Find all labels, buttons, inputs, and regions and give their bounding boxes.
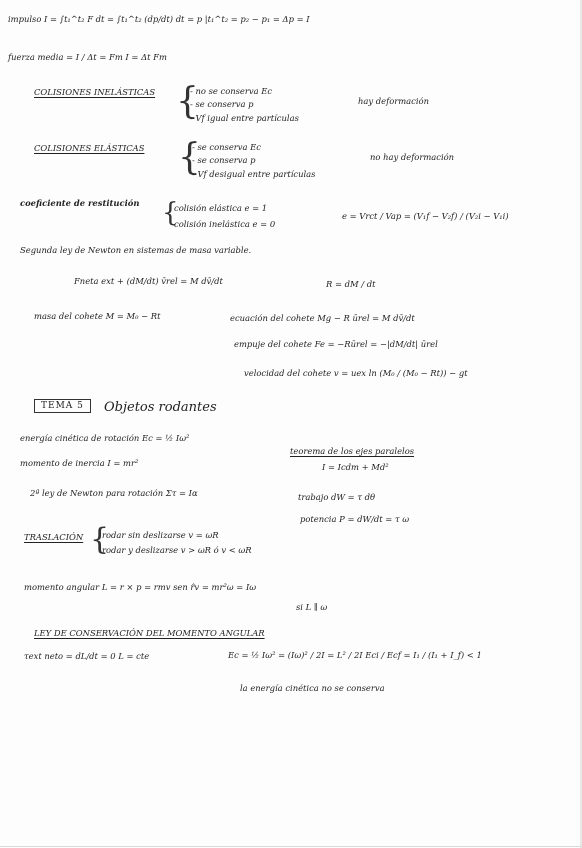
momento-inercia-line: momento de inercia I = mr² xyxy=(20,458,139,468)
brace-coef: { xyxy=(162,198,179,228)
coef-restitucion-heading: coeficiente de restitución xyxy=(20,198,140,208)
segunda-ley-rotacion: 2ª ley de Newton para rotación Στ = Iα xyxy=(30,488,198,498)
tema-label-wrap xyxy=(34,400,91,412)
teorema-ejes-heading: teorema de los ejes paralelos xyxy=(290,446,415,456)
elastica-item-2: - se conserva p xyxy=(192,155,256,165)
impulso-line: impulso I = ∫t₁^t₂ F dt = ∫t₁^t₂ (dp/dt) dt = p |t₁^t₂ = p₂ − p₁ = Δp = I xyxy=(8,14,310,24)
traslacion-item-2: rodar y deslizarse v > ωR ó v < ωR xyxy=(102,545,252,555)
brace-traslacion: { xyxy=(90,522,110,557)
momento-angular-line: momento angular L = r × p = rmv sen r̂v = mr²ω = Iω xyxy=(24,582,257,592)
ecuacion-cohete-line: ecuación del cohete Mg − R ūrel = M dv̄/dt xyxy=(230,313,415,323)
page-bottom-edge xyxy=(0,846,582,847)
fneta-ext-formula: Fneta ext + (dM/dt) v̄rel = M dv̄/dt xyxy=(74,276,223,286)
tema-title: Objetos rodantes xyxy=(104,400,217,415)
tema-label: TEMA 5 xyxy=(34,399,91,413)
brace-inelasticas: { xyxy=(176,81,199,122)
nota-final: la energía cinética no se conserva xyxy=(240,683,385,693)
trabajo-line: trabajo dW = τ dθ xyxy=(298,492,376,502)
colisiones-inelasticas-heading: COLISIONES INELÁSTICAS xyxy=(34,87,156,97)
elastica-item-1: - se conserva Ec xyxy=(192,142,261,152)
r-definition: R = dM / dt xyxy=(326,279,376,289)
coef-formula: e = Vrct / Vap = (V₁f − V₂f) / (V₂i − V₁i) xyxy=(342,211,509,221)
coef-item-2: colisión inelástica e = 0 xyxy=(174,219,276,229)
inelastica-note: hay deformación xyxy=(358,96,429,106)
elastica-note: no hay deformación xyxy=(370,152,455,162)
masa-cohete-line: masa del cohete M = M₀ − Rt xyxy=(34,311,161,321)
teorema-ejes-formula: I = Icdm + Md² xyxy=(322,462,389,472)
inelastica-item-1: - no se conserva Ec xyxy=(190,86,273,96)
energia-conservacion-line: Ec = ½ Iω² = (Iω)² / 2I = L² / 2I Eci / Ecf = I₁ / (I₁ + I_f) < 1 xyxy=(228,650,482,660)
brace-elasticas: { xyxy=(178,137,201,178)
potencia-line: potencia P = dW/dt = τ ω xyxy=(300,514,410,524)
inelastica-item-2: - se conserva p xyxy=(190,99,254,109)
empuje-cohete-line: empuje del cohete Fe = −Rūrel = −|dM/dt| ūrel xyxy=(234,339,438,349)
segunda-ley-heading: Segunda ley de Newton en sistemas de masa variable. xyxy=(20,245,252,255)
momento-angular-sub: si L ∥ ω xyxy=(296,602,328,612)
fuerza-media-line: fuerza media = I / Δt = Fm I = Δt Fm xyxy=(8,52,167,62)
coef-item-1: colisión elástica e = 1 xyxy=(174,203,268,213)
traslacion-heading: TRASLACIÓN xyxy=(24,532,84,542)
velocidad-cohete-line: velocidad del cohete v = uex ln (M₀ / (M₀ − Rt)) − gt xyxy=(244,368,468,378)
inelastica-item-3: - Vf igual entre partículas xyxy=(190,113,299,123)
traslacion-item-1: rodar sin deslizarse v = ωR xyxy=(102,530,219,540)
tau-ext-neto-line: τext neto = dL/dt = 0 L = cte xyxy=(24,651,150,661)
energia-rotacion-line: energía cinética de rotación Ec = ½ Iω² xyxy=(20,433,190,443)
ley-conservacion-heading: LEY DE CONSERVACIÓN DEL MOMENTO ANGULAR xyxy=(34,628,265,638)
colisiones-elasticas-heading: COLISIONES ELÁSTICAS xyxy=(34,143,145,153)
elastica-item-3: - Vf desigual entre partículas xyxy=(192,169,316,179)
